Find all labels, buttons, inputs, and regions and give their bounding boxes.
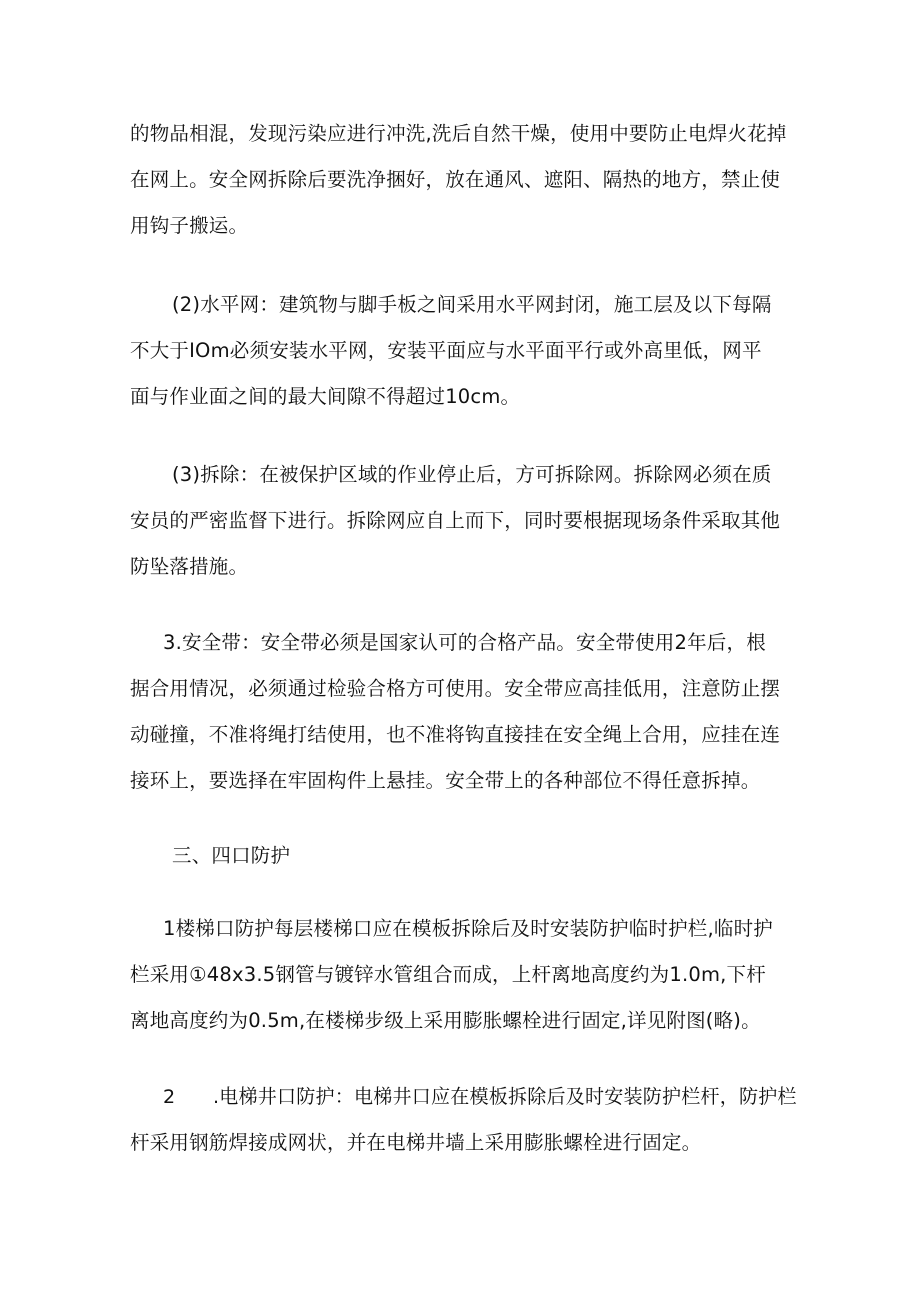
text-line: 在网上。安全网拆除后要洗净捆好，放在通风、遮阳、隔热的地方，禁止使	[130, 168, 781, 191]
text-line: 的物品相混，发现污染应进行冲洗,洗后自然干燥，使用中要防止电焊火花掉	[130, 122, 787, 145]
text-line: 3.安全带：安全带必须是国家认可的合格产品。安全带使用2年后，根	[163, 631, 766, 654]
text-line: 接环上，要选择在牢固构件上悬挂。安全带上的各种部位不得任意拆掉。	[130, 769, 761, 792]
heading-line: 三、四口防护	[172, 844, 291, 867]
text-line: 不大于IOm必须安装水平网，安装平面应与水平面平行或外高里低，网平	[130, 339, 762, 362]
text-line: (3)拆除：在被保护区域的作业停止后，方可拆除网。拆除网必须在质	[172, 463, 772, 486]
paragraph-elevator-shaft	[130, 1074, 800, 1166]
text-line: 面与作业面之间的最大间隙不得超过10cm。	[130, 385, 521, 408]
text-line: 防坠落措施。	[130, 555, 249, 578]
paragraph-net-storage	[130, 111, 800, 249]
text-line: 栏采用①48x3.5钢管与镀锌水管组合而成，上杆离地高度约为1.0m,下杆	[130, 963, 766, 986]
text-line: 1楼梯口防护每层楼梯口应在模板拆除后及时安装防护临时护栏,临时护	[163, 917, 774, 940]
paragraph-removal	[130, 452, 800, 590]
section-heading	[130, 833, 800, 879]
paragraph-stair-opening	[130, 906, 800, 1044]
text-line: 杆采用钢筋焊接成网状，并在电梯井墙上采用膨胀螺栓进行固定。	[130, 1131, 702, 1154]
paragraph-safety-belt	[130, 620, 800, 804]
text-line: 安员的严密监督下进行。拆除网应自上而下，同时要根据现场条件采取其他	[130, 509, 781, 532]
text-line: 据合用情况，必须通过检验合格方可使用。安全带应高挂低用，注意防止摆	[130, 677, 781, 700]
text-line: 离地高度约为0.5m,在楼梯步级上采用膨胀螺栓进行固定,详见附图(略)。	[130, 1009, 761, 1032]
text-line: 用钩子搬运。	[130, 214, 249, 237]
paragraph-horizontal-net	[130, 282, 800, 420]
text-line: (2)水平网：建筑物与脚手板之间采用水平网封闭，施工层及以下每隔	[172, 293, 772, 316]
text-line: 动碰撞，不准将绳打结使用，也不准将钩直接挂在安全绳上合用，应挂在连	[130, 723, 781, 746]
text-line: 2 .电梯井口防护：电梯井口应在模板拆除后及时安装防护栏杆，防护栏	[163, 1086, 797, 1108]
